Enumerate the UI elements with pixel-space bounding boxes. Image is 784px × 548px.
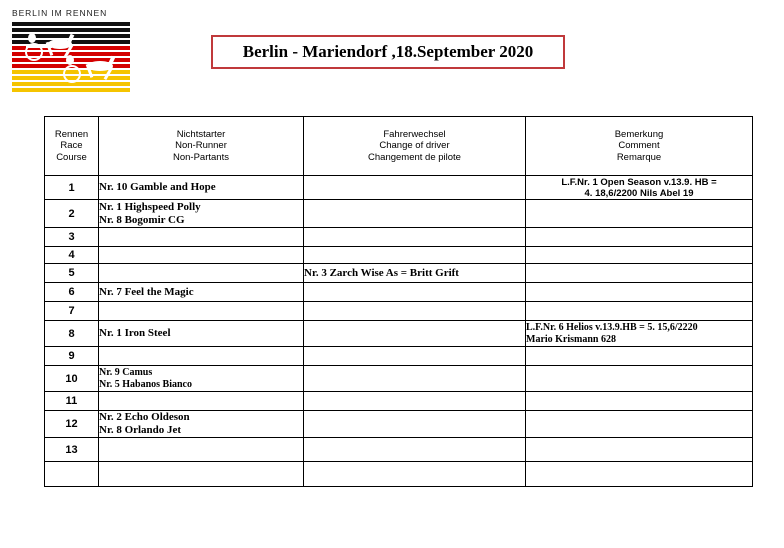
comment-cell <box>526 392 753 411</box>
comment-cell <box>526 411 753 438</box>
nonrunner-cell <box>99 228 304 247</box>
driver-change-cell <box>304 283 526 302</box>
table-row <box>45 462 753 487</box>
race-number: 10 <box>45 366 99 392</box>
table-row <box>45 302 753 321</box>
comment-line: 4. 18,6/2200 Nils Abel 19 <box>584 187 694 199</box>
nonrunner-entry: Nr. 1 Iron Steel <box>99 327 171 339</box>
comment-cell <box>526 264 753 283</box>
table-row <box>45 438 753 462</box>
comment-cell <box>526 200 753 228</box>
driver-change-cell: Nr. 3 Zarch Wise As = Britt Grift <box>304 264 526 283</box>
nonrunner-cell <box>99 411 304 438</box>
comment-cell <box>526 347 753 366</box>
harness-racing-flag-icon <box>12 22 130 94</box>
flag-stripe <box>12 22 130 26</box>
nonrunner-cell <box>99 302 304 321</box>
nonrunner-entry: Nr. 8 Bogomir CG <box>99 213 185 226</box>
comment-cell <box>526 283 753 302</box>
header-nonrunner: Nichtstarter Non-Runner Non-Partants <box>99 117 304 176</box>
comment-cell <box>526 247 753 264</box>
nonrunner-cell <box>99 347 304 366</box>
nonrunner-entry: Nr. 1 Highspeed Polly <box>99 200 201 213</box>
race-number: 2 <box>45 200 99 228</box>
table-row <box>45 228 753 247</box>
nonrunner-entry: Nr. 5 Habanos Bianco <box>99 378 192 390</box>
scratchings-table <box>44 116 753 487</box>
driver-change-cell <box>304 228 526 247</box>
driver-change-cell <box>304 462 526 487</box>
driver-change-cell <box>304 347 526 366</box>
driver-change-cell <box>304 321 526 347</box>
nonrunner-cell <box>99 283 304 302</box>
nonrunner-cell <box>99 247 304 264</box>
race-number <box>45 462 99 487</box>
driver-change-cell <box>304 392 526 411</box>
table-row <box>45 347 753 366</box>
nonrunner-entry: Nr. 9 Camus <box>99 367 153 378</box>
table-row <box>45 321 753 347</box>
comment-cell <box>526 302 753 321</box>
nonrunner-entry: Nr. 7 Feel the Magic <box>99 285 194 298</box>
header-comment: Bemerkung Comment Remarque <box>526 117 753 176</box>
comment-line: L.F.Nr. 1 Open Season v.13.9. HB = <box>561 176 717 188</box>
comment-cell <box>526 438 753 462</box>
nonrunner-entry: Nr. 10 Gamble and Hope <box>99 181 216 193</box>
race-number: 12 <box>45 411 99 438</box>
comment-cell <box>526 366 753 392</box>
nonrunner-entry: Nr. 8 Orlando Jet <box>99 424 182 436</box>
comment-cell <box>526 462 753 487</box>
driver-change-cell <box>304 438 526 462</box>
table-row <box>45 176 753 200</box>
race-number: 7 <box>45 302 99 321</box>
driver-change-cell <box>304 366 526 392</box>
driver-change-cell <box>304 302 526 321</box>
nonrunner-cell <box>99 438 304 462</box>
driver-change-cell <box>304 247 526 264</box>
race-number: 5 <box>45 264 99 283</box>
race-number: 11 <box>45 392 99 411</box>
page-title: Berlin - Mariendorf ,18.September 2020 <box>211 35 565 69</box>
nonrunner-cell <box>99 200 304 228</box>
nonrunner-cell <box>99 366 304 392</box>
nonrunner-cell <box>99 321 304 347</box>
nonrunner-cell <box>99 264 304 283</box>
comment-cell <box>526 176 753 200</box>
table-row <box>45 247 753 264</box>
header-race: Rennen Race Course <box>45 117 99 176</box>
race-number: 3 <box>45 228 99 247</box>
race-number: 9 <box>45 347 99 366</box>
logo-text: BERLIN IM RENNEN <box>12 8 108 18</box>
table-row <box>45 264 753 283</box>
comment-line: Mario Krismann 628 <box>526 333 616 345</box>
race-number: 6 <box>45 283 99 302</box>
table-row <box>45 392 753 411</box>
flag-stripe <box>12 76 130 80</box>
driver-change-cell <box>304 411 526 438</box>
race-number: 1 <box>45 176 99 200</box>
table-row <box>45 411 753 438</box>
table-row <box>45 200 753 228</box>
race-number: 13 <box>45 438 99 462</box>
race-number: 4 <box>45 247 99 264</box>
table-row <box>45 366 753 392</box>
logo <box>12 8 130 94</box>
comment-cell <box>526 321 753 347</box>
race-number: 8 <box>45 321 99 347</box>
flag-stripe <box>12 28 130 32</box>
nonrunner-cell <box>99 392 304 411</box>
nonrunner-entry: Nr. 2 Echo Oldeson <box>99 411 190 423</box>
driver-change-cell <box>304 176 526 200</box>
header-driver-change: Fahrerwechsel Change of driver Changement de pilote <box>304 117 526 176</box>
comment-cell <box>526 228 753 247</box>
nonrunner-cell <box>99 176 304 200</box>
comment-line: L.F.Nr. 6 Helios v.13.9.HB = 5. 15,6/2220 <box>526 322 698 333</box>
driver-change-cell <box>304 200 526 228</box>
flag-stripe <box>12 70 130 74</box>
table-row <box>45 283 753 302</box>
nonrunner-cell <box>99 462 304 487</box>
table-header-row <box>45 117 753 176</box>
flag-stripe <box>12 88 130 92</box>
